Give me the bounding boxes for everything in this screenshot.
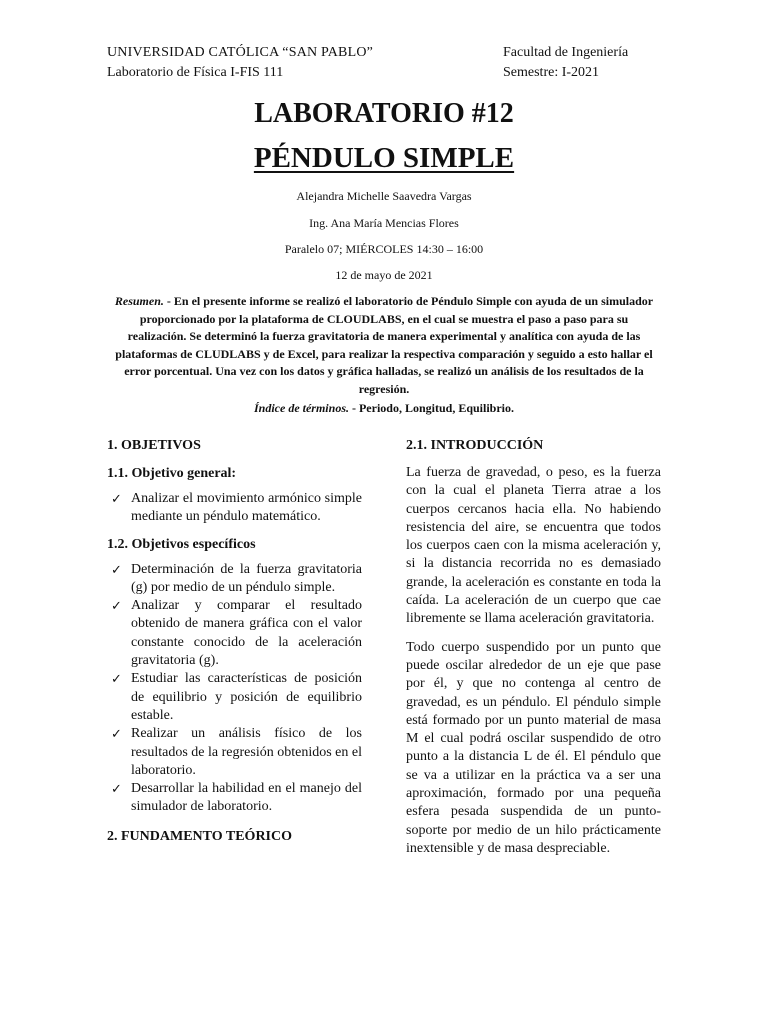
subsection-heading-general: 1.1. Objetivo general:	[107, 466, 237, 481]
header-left	[107, 43, 373, 83]
abstract	[113, 293, 655, 398]
paragraph-pendulum: Todo cuerpo suspendido por un punto que puede oscilar alrededor de un eje que pase por él, y que no contenga al centro de gravedad, es un péndulo. El péndulo simple está formado por un punto material de masa M el cual podrá oscilar suspendido de otro punto a la distancia L de él. El péndulo que se va a utilizar en la práctica va a ser una aproximación, formado por una pequeña esfera pesada suspendida de un punto-soporte por medio de un hilo prácticamente inextensible y de masa despreciable.	[406, 639, 661, 856]
list-item: ✓ Estudiar las características de posición de equilibrio y posición de equilibrio estable.	[111, 671, 362, 723]
instructor-name: Ing. Ana María Mencias Flores	[309, 216, 459, 230]
checkmark-icon: ✓	[111, 598, 122, 614]
faculty-name: Facultad de Ingeniería	[503, 45, 629, 60]
checkmark-icon: ✓	[111, 671, 122, 687]
section-heading-objetivos: 1. OBJETIVOS	[107, 438, 201, 453]
general-objectives-list	[107, 490, 362, 527]
schedule: Paralelo 07; MIÉRCOLES 14:30 – 16:00	[284, 242, 484, 256]
list-item: ✓ Analizar el movimiento armónico simple mediante un péndulo matemático.	[111, 491, 362, 525]
section-heading-fundamento: 2. FUNDAMENTO TEÓRICO	[107, 828, 293, 844]
checkmark-icon: ✓	[111, 726, 122, 742]
left-column	[107, 436, 362, 847]
keywords-label: Índice de términos.	[253, 401, 349, 415]
lab-number-title: LABORATORIO #12	[254, 98, 514, 129]
list-item: ✓ Desarrollar la habilidad en el manejo del simulador de laboratorio.	[111, 781, 362, 815]
list-item: ✓ Determinación de la fuerza gravitatoria (g) por medio de un péndulo simple.	[111, 561, 362, 595]
course-name: Laboratorio de Física I-FIS 111	[107, 65, 284, 80]
checkmark-icon: ✓	[111, 491, 122, 506]
university-name: UNIVERSIDAD CATÓLICA “SAN PABLO”	[107, 45, 374, 60]
right-column	[406, 436, 661, 868]
list-item: ✓ Analizar y comparar el resultado obtenido de manera gráfica con el valor constante conocido de la aceleración gravitatoria (g).	[111, 598, 362, 669]
main-title: PÉNDULO SIMPLE	[253, 142, 515, 174]
checkmark-icon: ✓	[111, 781, 122, 797]
keywords-text: - Periodo, Longitud, Equilibrio.	[348, 401, 515, 415]
specific-objectives-list	[107, 561, 362, 817]
semester: Semestre: I-2021	[503, 65, 600, 80]
list-item: ✓ Realizar un análisis físico de los resultados de la regresión obtenidos en el laboratorio.	[111, 726, 362, 778]
checkmark-icon: ✓	[111, 561, 122, 577]
keywords	[0, 401, 768, 416]
header-right	[503, 43, 628, 83]
author-name: Alejandra Michelle Saavedra Vargas	[296, 189, 472, 203]
report-date: 12 de mayo de 2021	[335, 268, 433, 282]
abstract-label: Resumen.	[114, 294, 164, 308]
abstract-text: - En el presente informe se realizó el laboratorio de Péndulo Simple con ayuda de un simulador proporcionado por la plataforma de CLOUDLABS, en el cual se muestra el paso a paso para su realización. Se determinó la fuerza gravitatoria de manera experimental y analítica con ayuda de las plataformas de CLUDLABS y de Excel, para realizar la respectiva comparación y seguido a esto hallar el error porcentual. Una vez con los datos y gráfica halladas, se realizó un análisis de los resultados de la regresión.	[115, 294, 654, 396]
paragraph-gravity: La fuerza de gravedad, o peso, es la fuerza con la cual el planeta Tierra atrae a los cuerpos cercanos hacia ella. No habiendo resistencia del aire, se encuentra que todos los cuerpos caen con la misma aceleración y, si la distancia recorrida no es demasiado grande, la aceleración es constante en toda la caída. La aceleración de un cuerpo que cae libremente se llama aceleración gravitatoria.	[406, 465, 661, 627]
subsection-heading-introduccion: 2.1. INTRODUCCIÓN	[406, 438, 544, 453]
subsection-heading-especificos: 1.2. Objetivos específicos	[107, 536, 256, 552]
